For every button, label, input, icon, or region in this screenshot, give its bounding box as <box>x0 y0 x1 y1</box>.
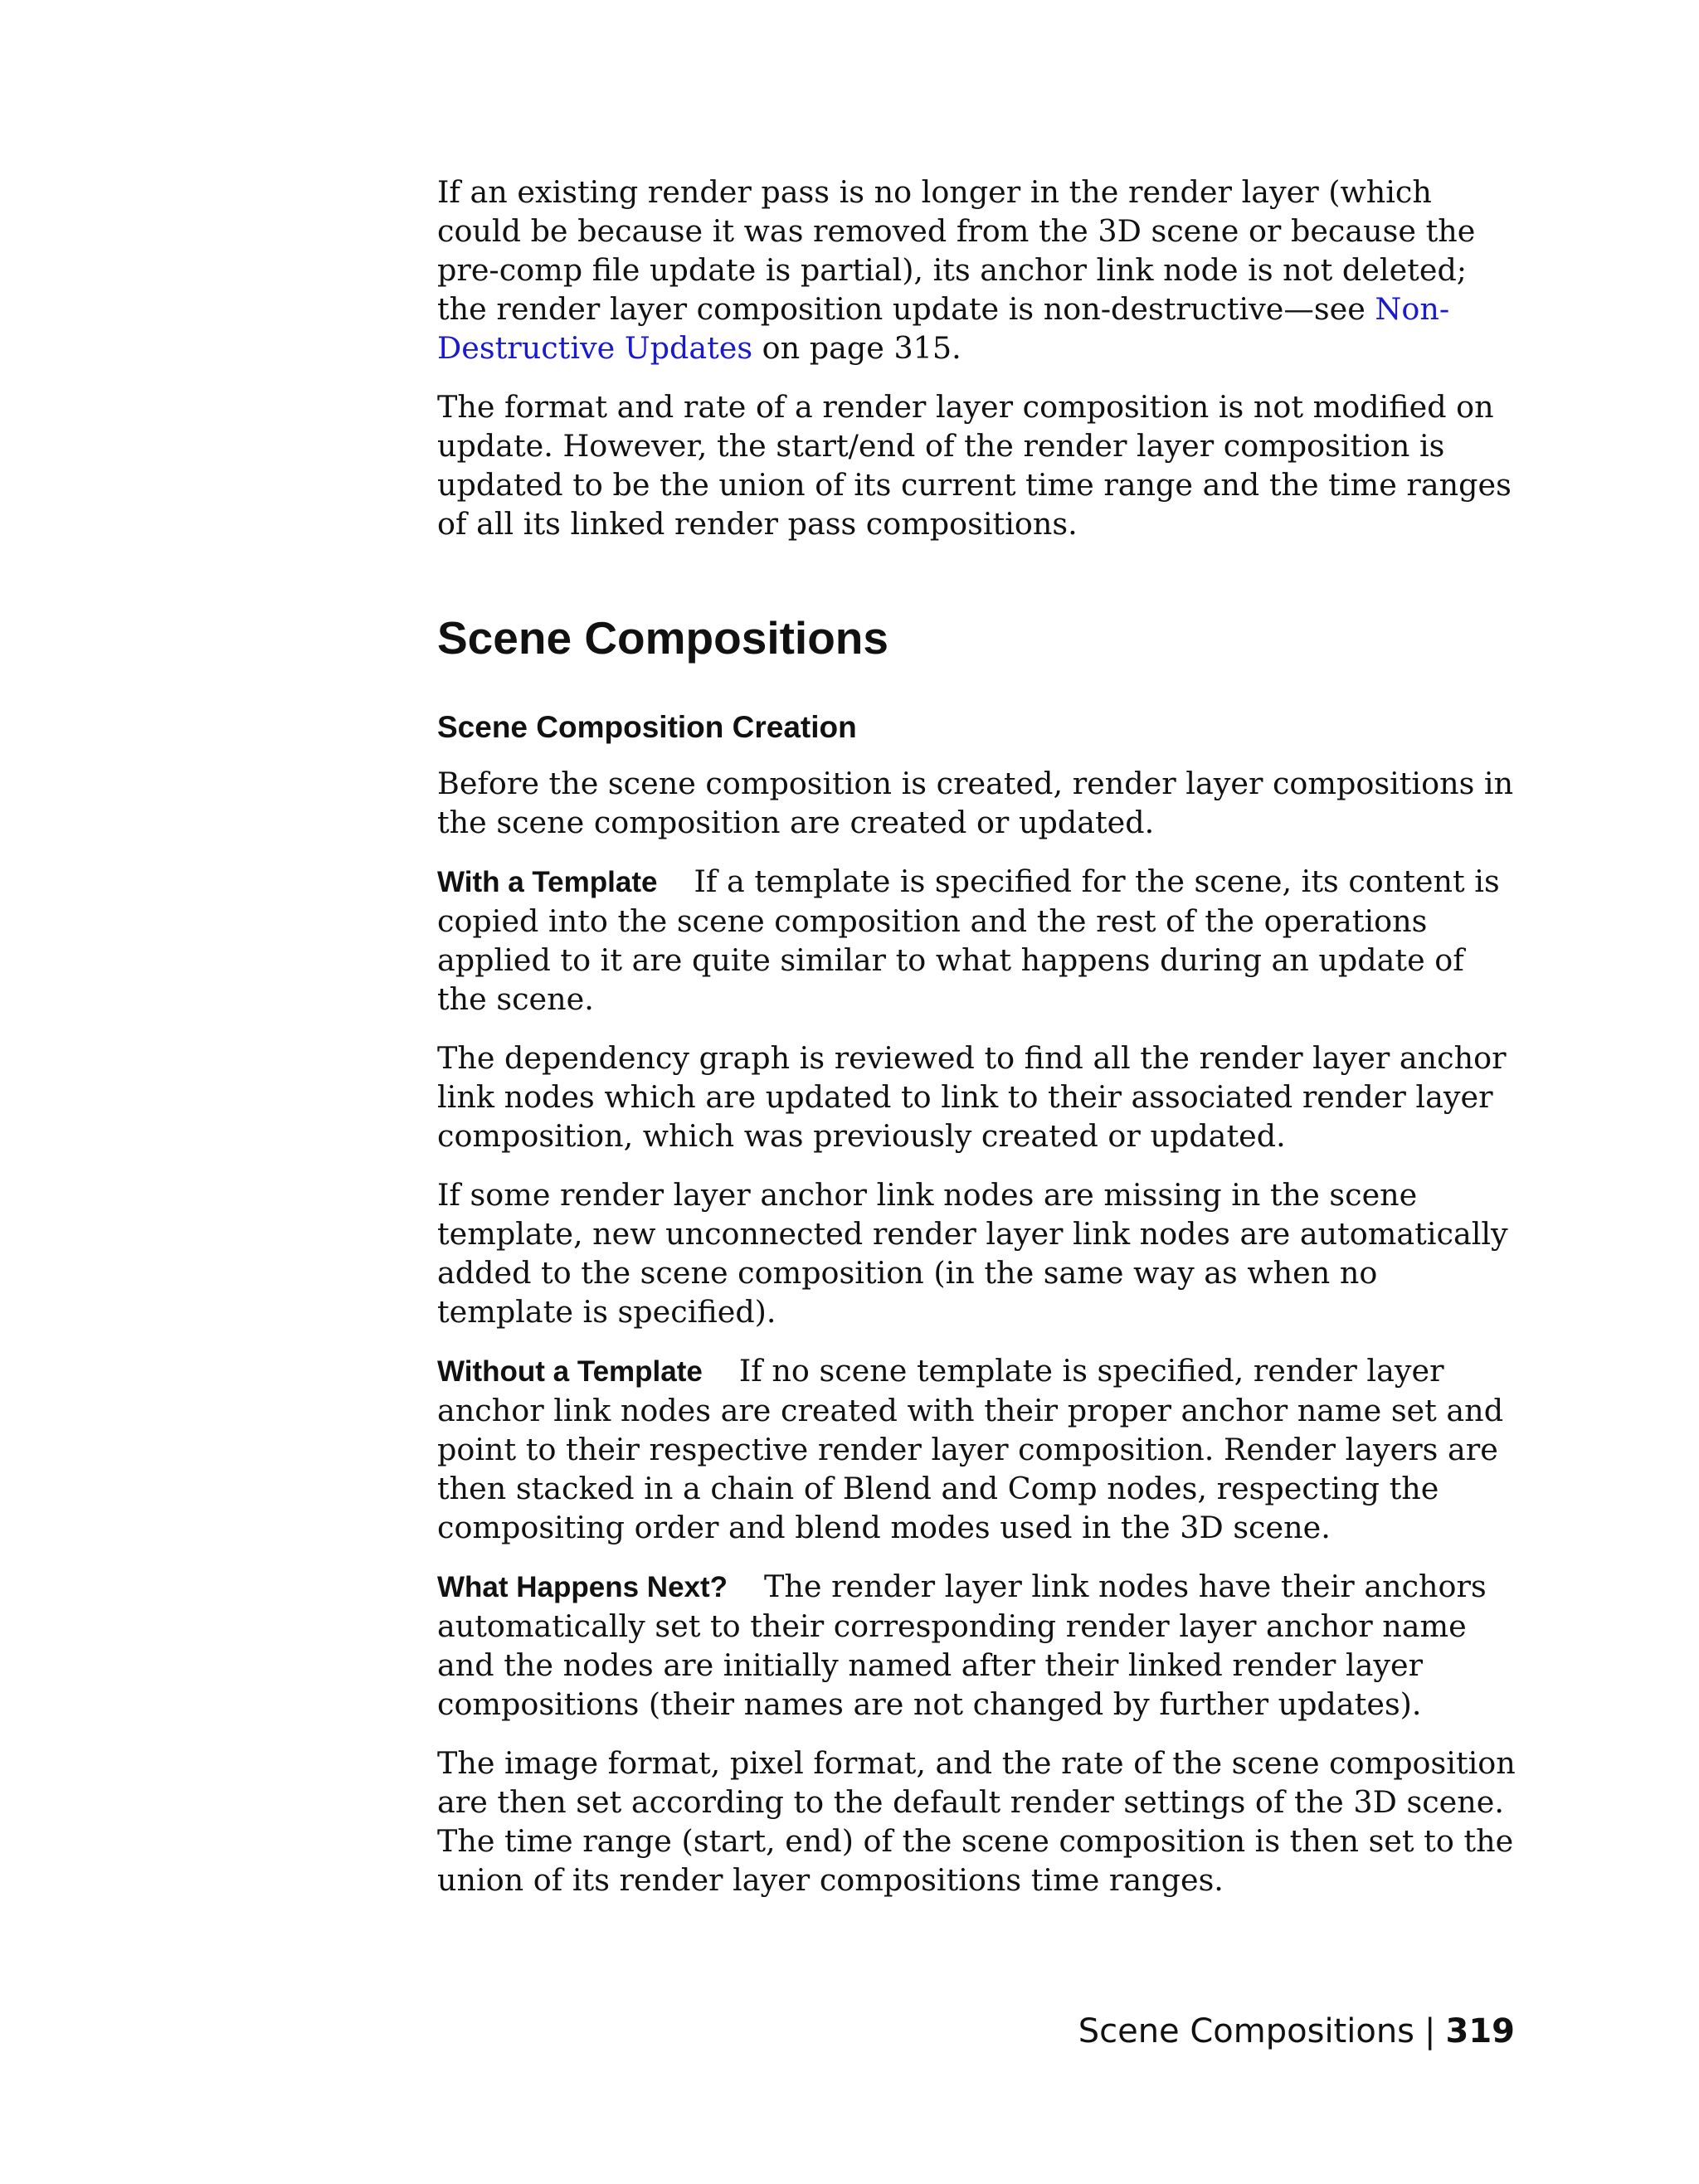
paragraph-format-rate: The format and rate of a render layer composition is not modified on update. However, the start/end of the render layer composition is updated to be the union of its current time range and the time ranges of all its linked render pass compositions. <box>437 389 1512 542</box>
section-heading: Scene Compositions <box>437 612 888 664</box>
non-destructive-updates-link[interactable]: Non-Destructive Updates <box>437 291 1450 366</box>
paragraph-image-format: The image format, pixel format, and the rate of the scene composition are then set according to the default render settings of the 3D scene. The time range (start, end) of the scene composition is then set to the union of its render layer compositions time ranges. <box>437 1745 1516 1898</box>
paragraph-text: If no scene template is specified, render layer anchor link nodes are created with their proper anchor name set and point to their respective render layer composition. Render layers are then stacked in a chain of Blend and Comp nodes, respecting the compositing order and blend modes used in the 3D scene. <box>437 1353 1504 1545</box>
paragraph-text: If an existing render pass is no longer in the render layer (which could be because it was removed from the 3D scene or because the pre-comp file update is partial), its anchor link node is not deleted; the render layer composition update is non-destructive—see <box>437 174 1476 327</box>
paragraph-intro: Before the scene composition is created, render layer compositions in the scene composition are created or updated. <box>437 766 1514 840</box>
paragraph-text: If a template is specified for the scene, its content is copied into the scene composition and the rest of the operations applied to it are quite similar to what happens during an update of the scene. <box>437 863 1500 1017</box>
footer-separator: | <box>1424 2012 1436 2050</box>
paragraph-render-pass <box>437 173 1516 367</box>
paragraph-with-template <box>437 862 1516 1019</box>
page-number: 319 <box>1445 2012 1515 2050</box>
footer-title: Scene Compositions <box>1078 2012 1415 2050</box>
page-content <box>437 173 1516 1919</box>
paragraph-text: The render layer link nodes have their anchors automatically set to their corresponding render layer anchor name and the nodes are initially named after their linked render layer compositions (their names are not changed by further updates). <box>437 1569 1487 1722</box>
paragraph-missing-nodes: If some render layer anchor link nodes are missing in the scene template, new unconnected render layer link nodes are automatically added to the scene composition (in the same way as when no template is specified). <box>437 1177 1508 1330</box>
subsection-heading: Scene Composition Creation <box>437 710 857 744</box>
paragraph-without-template <box>437 1351 1516 1547</box>
run-in-heading: With a Template <box>437 866 658 898</box>
page-footer <box>1078 2011 1515 2051</box>
paragraph-dependency-graph: The dependency graph is reviewed to find all the render layer anchor link nodes which are updated to link to their associated render layer composition, which was previously created or updated. <box>437 1040 1507 1154</box>
paragraph-what-happens-next <box>437 1567 1516 1724</box>
run-in-heading: Without a Template <box>437 1355 703 1388</box>
run-in-heading: What Happens Next? <box>437 1571 728 1603</box>
paragraph-text: on page 315. <box>752 330 961 366</box>
